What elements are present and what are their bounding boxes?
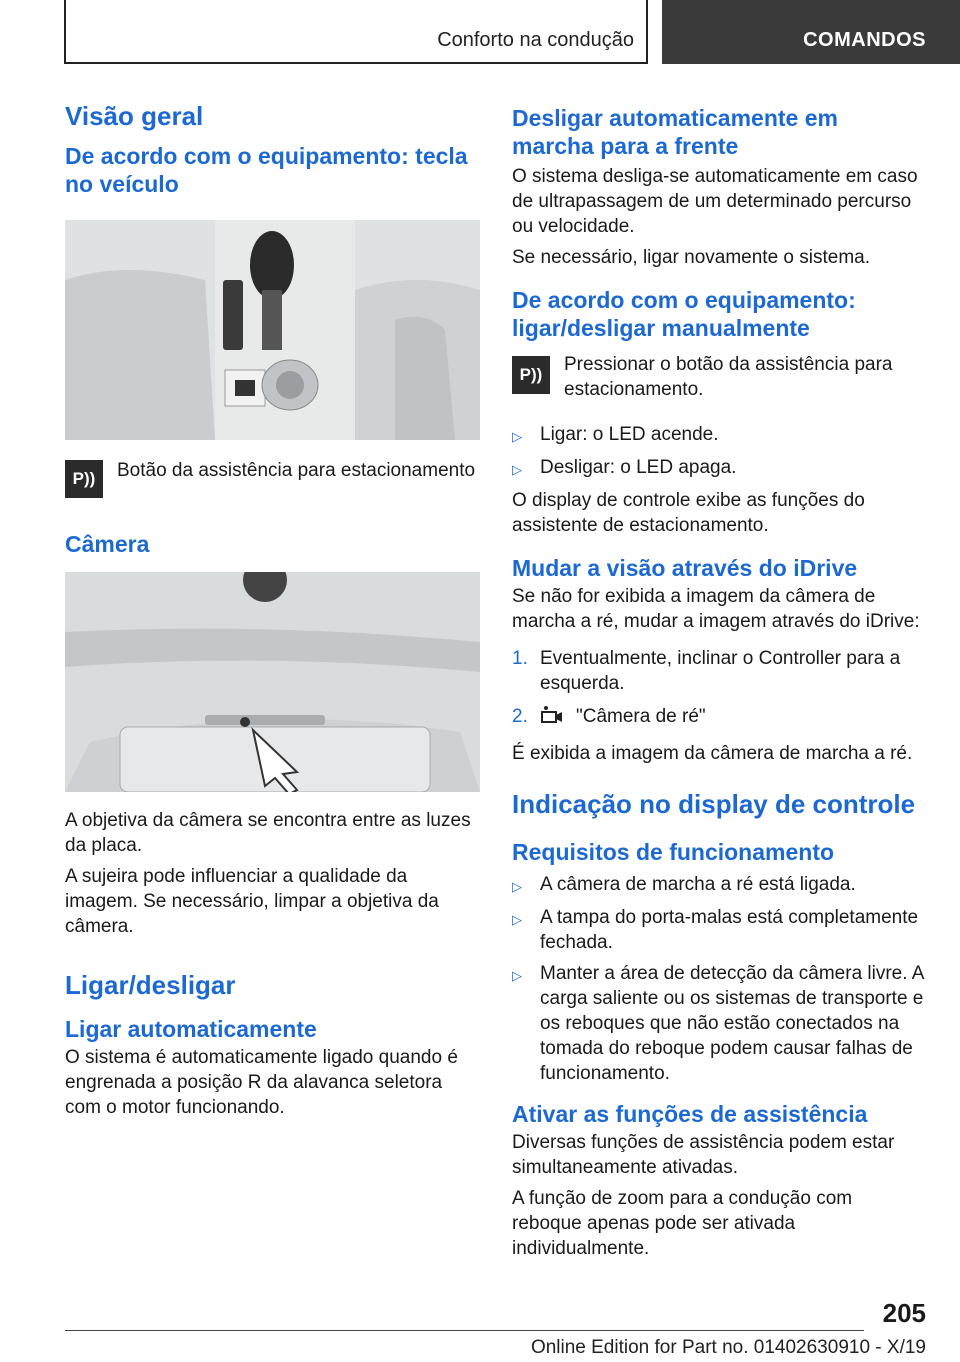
list-item: ▷ Ligar: o LED acende. — [512, 422, 926, 449]
requisitos-list — [512, 872, 926, 1086]
list-item: ▷ A tampa do porta-malas está completamente fechada. — [512, 907, 919, 953]
heading-desligar-auto: Desligar automaticamente em marcha para a frente — [512, 105, 838, 159]
pressionar-row — [512, 356, 926, 402]
caption-botao: Botão da assistência para estacionamento — [117, 460, 476, 481]
step-item: 1. Eventualmente, inclinar o Controller para a esquerda. — [512, 648, 901, 694]
footer-divider — [65, 1330, 864, 1331]
parking-assist-icon: P )) — [512, 356, 550, 394]
caption-row — [65, 460, 480, 498]
heading-mudar: Mudar a visão através do iDrive — [512, 555, 858, 581]
list-item: ▷ Manter a área de detecção da câmera livre. A carga saliente ou os sistemas de transporte e os reboques que não estão conectados na tomada do reboque podem causar falhas de funcionamento. — [512, 963, 924, 1084]
page-number: 205 — [882, 1298, 926, 1328]
p-mudar: Se não for exibida a imagem da câmera de marcha a ré, mudar a imagem através do iDrive: — [512, 586, 920, 632]
heading-ligar-auto: Ligar automaticamente — [65, 1016, 317, 1042]
triangle-bullet-icon: ▷ — [512, 968, 522, 983]
parking-assist-icon: P )) — [65, 460, 103, 498]
heading-indicacao: Indicação no display de controle — [512, 789, 916, 819]
p-novamente: Se necessário, ligar novamente o sistema. — [512, 247, 871, 268]
camera-illustration — [65, 572, 480, 792]
camera-icon — [540, 704, 566, 733]
heading-tecla: De acordo com o equipamento: tecla no veículo — [65, 143, 468, 197]
heading-camera: Câmera — [65, 531, 150, 557]
p-objetiva: A objetiva da câmera se encontra entre as luzes da placa. — [65, 810, 471, 856]
console-photo — [65, 220, 480, 440]
triangle-bullet-icon: ▷ — [512, 879, 522, 894]
list-item: ▷ Desligar: o LED apaga. — [512, 455, 926, 482]
step-item: 2. "Câmera de ré" — [512, 704, 926, 733]
p-diversas: Diversas funções de assistência podem estar simultaneamente ativadas. — [512, 1132, 895, 1178]
heading-manual: De acordo com o equipamento: ligar/desligar manualmente — [512, 287, 856, 341]
section-title: COMANDOS — [803, 29, 926, 51]
right-column — [512, 100, 926, 1261]
heading-requisitos: Requisitos de funcionamento — [512, 839, 835, 865]
header-section-box — [662, 0, 960, 64]
triangle-bullet-icon: ▷ — [512, 429, 522, 444]
led-list — [512, 422, 926, 482]
steps-list — [512, 646, 926, 733]
p-desligar: O sistema desliga-se automaticamente em caso de ultrapassagem de um determinado percurso ou velocidade. — [512, 166, 918, 237]
footer-edition: Online Edition for Part no. 01402630910 - X/19 — [530, 1337, 926, 1358]
p-exibida: É exibida a imagem da câmera de marcha a ré. — [512, 743, 913, 764]
triangle-bullet-icon: ▷ — [512, 462, 522, 477]
p-zoom: A função de zoom para a condução com reboque apenas pode ser ativada individualmente. — [512, 1188, 853, 1259]
triangle-bullet-icon: ▷ — [512, 912, 522, 927]
p-display: O display de controle exibe as funções do assistente de estacionamento. — [512, 490, 865, 536]
p-pressionar: Pressionar o botão da assistência para estacionamento. — [564, 354, 893, 400]
console-illustration — [65, 220, 480, 440]
chapter-title: Conforto na condução — [437, 29, 634, 51]
p-auto: O sistema é automaticamente ligado quando é engrenada a posição R da alavanca seletora com o motor funcionando. — [65, 1047, 458, 1118]
heading-ativar: Ativar as funções de assistência — [512, 1101, 868, 1127]
heading-visao-geral: Visão geral — [65, 101, 204, 131]
list-item: ▷ A câmera de marcha a ré está ligada. — [512, 872, 926, 899]
heading-ligar-desligar: Ligar/desligar — [65, 970, 236, 1000]
p-sujeira: A sujeira pode influenciar a qualidade da imagem. Se necessário, limpar a objetiva da câmera. — [65, 866, 439, 937]
left-column — [65, 100, 480, 1120]
camera-photo — [65, 572, 480, 792]
header-chapter-box — [64, 0, 648, 64]
